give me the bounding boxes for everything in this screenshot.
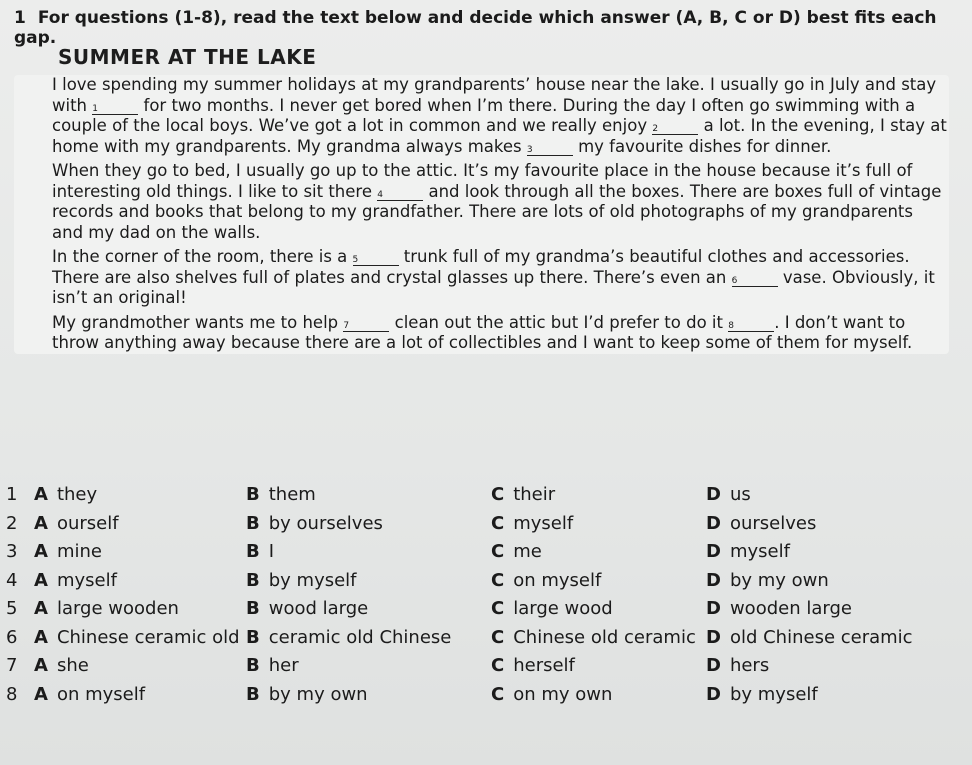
option-c[interactable] — [491, 598, 613, 619]
option-d[interactable] — [706, 570, 829, 591]
passage-text: trunk full of my grandma’s beautiful clothes and accessories. There are also shelves full of plates and crystal glasses up there. There’s even an — [52, 247, 910, 287]
question-number: 1 — [14, 8, 26, 28]
option-letter: D — [706, 512, 721, 534]
option-row — [0, 482, 972, 511]
option-b[interactable] — [246, 513, 383, 534]
passage-text: In the corner of the room, there is a — [52, 247, 353, 266]
option-letter: D — [706, 598, 721, 619]
option-text: on myself — [513, 569, 602, 591]
option-b[interactable] — [246, 655, 299, 676]
option-text: mine — [56, 541, 102, 562]
option-letter: C — [491, 655, 505, 676]
option-a[interactable] — [34, 598, 179, 619]
option-letter: B — [246, 569, 260, 591]
option-c[interactable] — [491, 570, 601, 591]
option-letter: C — [491, 598, 505, 619]
passage-text: a lot. In the evening, I stay at home with my grandparents. My grandma always makes — [52, 116, 947, 156]
option-b[interactable] — [246, 684, 368, 705]
option-a[interactable] — [34, 684, 145, 705]
option-letter: D — [706, 541, 721, 562]
passage-paragraph — [14, 161, 949, 243]
option-letter: A — [34, 598, 48, 619]
gap-blank[interactable]: 4 — [377, 190, 423, 201]
option-row — [0, 625, 972, 654]
option-d[interactable] — [706, 598, 852, 619]
option-text: by my own — [268, 683, 368, 705]
gap-blank[interactable]: 3 — [527, 145, 573, 156]
question-header — [14, 8, 972, 48]
option-text: she — [56, 655, 89, 676]
option-text: myself — [729, 541, 790, 562]
option-number: 6 — [6, 626, 18, 648]
option-letter: B — [246, 541, 260, 562]
option-text: them — [268, 484, 316, 505]
option-row — [0, 568, 972, 597]
passage-text: I love spending my summer holidays at my grandparents’ house near the lake. I usually go in July and stay with — [52, 75, 937, 115]
option-d[interactable] — [706, 684, 818, 705]
option-row — [0, 539, 972, 568]
option-number: 3 — [6, 541, 18, 562]
option-text: her — [268, 655, 299, 676]
option-number: 1 — [6, 484, 18, 505]
option-d[interactable] — [706, 655, 769, 676]
gap-blank[interactable]: 5 — [353, 255, 399, 266]
option-letter: A — [34, 541, 48, 562]
option-b[interactable] — [246, 484, 316, 505]
option-c[interactable] — [491, 484, 555, 505]
option-number: 2 — [6, 512, 18, 534]
option-d[interactable] — [706, 484, 751, 505]
option-letter: C — [491, 484, 505, 505]
option-number: 5 — [6, 598, 18, 619]
option-letter: A — [34, 655, 48, 676]
option-a[interactable] — [34, 570, 117, 591]
option-text: large wood — [513, 598, 613, 619]
option-text: wood large — [268, 598, 369, 619]
reading-passage — [14, 75, 949, 354]
option-letter: D — [706, 683, 721, 705]
option-text: us — [729, 484, 751, 505]
option-text: Chinese ceramic old — [56, 626, 240, 648]
option-d[interactable] — [706, 627, 913, 648]
option-text: by myself — [268, 569, 357, 591]
option-letter: C — [491, 683, 505, 705]
option-c[interactable] — [491, 655, 575, 676]
option-text: their — [513, 484, 556, 505]
option-a[interactable] — [34, 655, 89, 676]
option-letter: C — [491, 512, 505, 534]
passage-text: and look through all the boxes. There are boxes full of vintage records and books that belong to my grandfather. There are lots of old photographs of my grandparents and my dad on the walls. — [52, 181, 942, 242]
gap-blank[interactable]: 2 — [652, 124, 698, 135]
passage-text: My grandmother wants me to help — [52, 312, 344, 332]
passage-paragraph — [14, 313, 949, 354]
option-text: wooden large — [729, 598, 852, 619]
option-text: ourselves — [729, 512, 817, 534]
option-letter: A — [34, 512, 48, 534]
option-text: Chinese old ceramic — [513, 626, 696, 648]
option-letter: D — [706, 484, 721, 505]
option-letter: A — [34, 626, 48, 648]
option-letter: A — [34, 569, 48, 591]
option-letter: C — [491, 626, 505, 648]
option-a[interactable] — [34, 627, 240, 648]
option-text: ourself — [56, 512, 119, 534]
option-text: on my own — [513, 683, 613, 705]
question-instruction: For questions (1-8), read the text below and decide which answer (A, B, C or D) best fits each gap. — [14, 8, 937, 48]
option-b[interactable] — [246, 598, 368, 619]
option-letter: B — [246, 484, 260, 505]
option-letter: B — [246, 683, 260, 705]
option-letter: C — [491, 569, 505, 591]
option-text: ceramic old Chinese — [268, 626, 452, 648]
gap-blank[interactable]: 1 — [92, 104, 138, 115]
option-number: 4 — [6, 569, 18, 591]
gap-blank[interactable]: 6 — [732, 276, 778, 287]
option-text: by myself — [729, 683, 818, 705]
option-c[interactable] — [491, 541, 542, 562]
passage-paragraph — [14, 75, 949, 157]
option-letter: A — [34, 484, 48, 505]
passage-text: . I don’t want to throw anything away because there are a lot of collectibles and I want to keep some of them for myself. — [52, 312, 913, 352]
option-text: they — [56, 484, 98, 505]
passage-text: clean out the attic but I’d prefer to do it — [389, 312, 729, 332]
option-letter: B — [246, 655, 260, 676]
option-text: hers — [729, 655, 770, 676]
option-a[interactable] — [34, 484, 97, 505]
option-text: on myself — [56, 683, 146, 705]
option-text: large wooden — [56, 598, 179, 619]
story-title: SUMMER AT THE LAKE — [58, 45, 317, 69]
option-number: 7 — [6, 655, 18, 676]
option-letter: B — [246, 626, 260, 648]
gap-blank[interactable]: 7 — [343, 321, 389, 332]
option-number: 8 — [6, 683, 18, 705]
passage-text: for two months. I never get bored when I’m there. During the day I often go swimming with a couple of the local boys. We’ve got a lot in common and we really enjoy — [52, 95, 916, 135]
option-row — [0, 653, 972, 682]
option-text: myself — [56, 569, 117, 591]
passage-text: When they go to bed, I usually go up to the attic. It’s my favourite place in the house because it’s full of interesting old things. I like to sit there — [52, 161, 913, 201]
option-text: by my own — [729, 569, 829, 591]
option-text: old Chinese ceramic — [729, 626, 913, 648]
option-letter: A — [34, 683, 48, 705]
option-letter: C — [491, 541, 505, 562]
passage-paragraph — [14, 247, 949, 309]
option-row — [0, 682, 972, 711]
option-b[interactable] — [246, 570, 357, 591]
passage-text: vase. Obviously, it isn’t an original! — [52, 267, 935, 307]
option-b[interactable] — [246, 541, 274, 562]
passage-text: my favourite dishes for dinner. — [572, 136, 832, 156]
option-text: me — [513, 541, 542, 562]
option-letter: B — [246, 598, 260, 619]
option-letter: D — [706, 655, 721, 676]
option-letter: B — [246, 512, 260, 534]
answer-options — [0, 482, 972, 710]
option-c[interactable] — [491, 684, 612, 705]
option-b[interactable] — [246, 627, 451, 648]
option-a[interactable] — [34, 513, 119, 534]
option-row — [0, 596, 972, 625]
option-c[interactable] — [491, 513, 573, 534]
option-text: myself — [513, 512, 574, 534]
option-letter: D — [706, 569, 721, 591]
gap-blank[interactable]: 8 — [728, 321, 774, 332]
option-text: herself — [513, 655, 575, 676]
option-row — [0, 511, 972, 540]
option-a[interactable] — [34, 541, 102, 562]
option-c[interactable] — [491, 627, 696, 648]
option-d[interactable] — [706, 541, 790, 562]
option-text: by ourselves — [268, 512, 383, 534]
option-text: I — [268, 541, 275, 562]
option-letter: D — [706, 626, 721, 648]
option-d[interactable] — [706, 513, 816, 534]
